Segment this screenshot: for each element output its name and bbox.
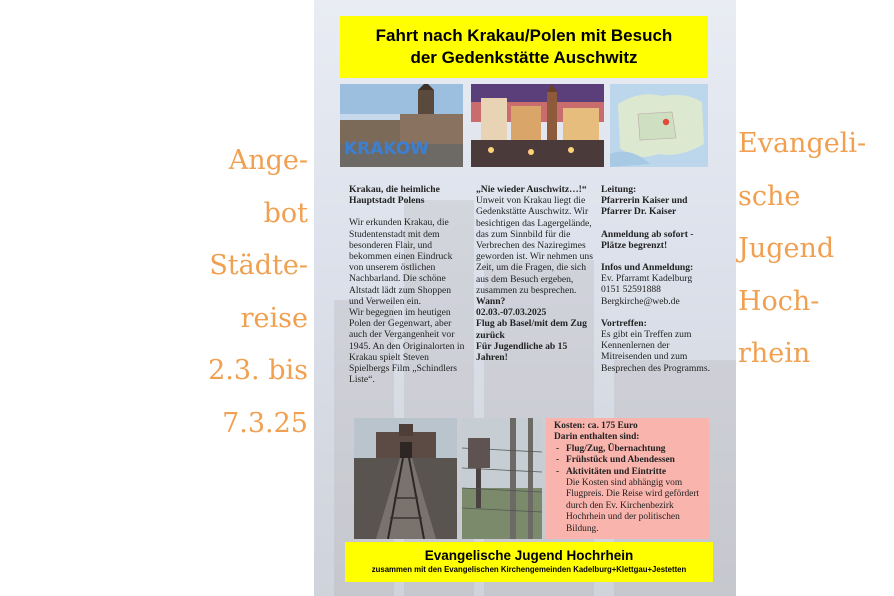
- contact-info-column: [601, 184, 713, 374]
- barbed-wire-fence-photo: [462, 418, 542, 539]
- krakau-text: Wir begegnen im heutigen Polen der Gegenwart, aber auch der Vergangenheit vor 1945. An den Originalorten in Krakau spielt Steven Spielbergs Film „Schindlers Liste“.: [349, 307, 465, 386]
- left-text-line: bot: [263, 197, 308, 229]
- cost-included-list: [554, 444, 703, 478]
- phone-number: 0151 52591888: [601, 284, 661, 296]
- right-text-line: rhein: [738, 338, 811, 369]
- pre-meeting-label: Vortreffen:: [601, 317, 647, 329]
- left-text-line: 7.3.25: [222, 407, 308, 439]
- flyer-footer: [345, 542, 713, 582]
- lead-label: Leitung:: [601, 184, 637, 195]
- flyer-title: [376, 25, 673, 69]
- krakow-sign-text: KRAKOW: [344, 139, 430, 159]
- office-name: Ev. Pfarramt Kadelburg: [601, 273, 693, 285]
- footer-title: Evangelische Jugend Hochrhein: [424, 548, 634, 563]
- costs-box: [546, 418, 709, 539]
- auschwitz-railway-photo: [354, 418, 457, 539]
- pre-meeting-text: Es gibt ein Treffen zum Kennenlernen der Mitreisenden und zum Besprechen des Programms.: [601, 329, 710, 374]
- when-label: Wann?: [476, 296, 506, 308]
- cost-note: Die Kosten sind abhängig vom Flugpreis. Die Reise wird gefördert durch den Ev. Kirchenbezirk Hochrhein und der politischen Bildung.: [566, 478, 700, 534]
- auschwitz-heading: „Nie wieder Auschwitz…!“: [476, 184, 587, 195]
- lead-names: Pfarrerin Kaiser und Pfarrer Dr. Kaiser: [601, 195, 688, 218]
- cost-included-label: Darin enthalten sind:: [554, 432, 640, 443]
- right-text-line: Evangeli-: [738, 128, 867, 159]
- email-address: Bergkirche@web.de: [601, 295, 680, 307]
- auschwitz-text: Unweit von Krakau liegt die Gedenkstätte Auschwitz. Wir besichtigen das Lagergelände, das zum Sinnbild für die Verbrechen des Naziregimes geworden ist. Wir nehmen uns Zeit, um die Fragen, die sich aus dem Besuch ergeben, zusammen zu besprechen.: [476, 195, 593, 296]
- krakau-heading: Krakau, die heimliche Hauptstadt Polens: [349, 184, 440, 207]
- age-info: Für Jugendliche ab 15 Jahren!: [476, 340, 568, 364]
- europe-map-image: [610, 84, 708, 167]
- flyer-page: [314, 0, 736, 596]
- flyer-title-line: der Gedenkstätte Auschwitz: [410, 48, 638, 67]
- cost-item: - Frühstück und Abendessen: [554, 455, 703, 466]
- left-text-line: 2.3. bis: [208, 355, 308, 386]
- trip-dates: 02.03.-07.03.2025: [476, 307, 547, 319]
- auschwitz-info-column: [476, 184, 594, 363]
- left-text-line: Ange-: [228, 145, 308, 176]
- info-label: Infos und Anmeldung:: [601, 262, 694, 274]
- krakau-text: Wir erkunden Krakau, die Studentenstadt mit dem besonderen Flair, und bekommen einen Eindruck von unserem östlichen Nachbarland. Die schöne Altstadt lädt zum Shoppen und Verweilen ein.: [349, 217, 453, 307]
- krakow-old-town-photo: [471, 84, 604, 167]
- krakau-info-column: [349, 184, 467, 385]
- cost-amount: Kosten: ca. 175 Euro: [554, 421, 638, 431]
- cost-item: - Flug/Zug, Übernachtung: [554, 444, 703, 455]
- flyer-title-line: Fahrt nach Krakau/Polen mit Besuch: [375, 26, 673, 45]
- left-text-line: reise: [240, 302, 308, 334]
- travel-info: Flug ab Basel/mit dem Zug zurück: [476, 318, 587, 341]
- right-side-text: [738, 118, 888, 381]
- right-text-line: sche: [738, 180, 801, 212]
- krakow-sign-photo: [340, 84, 463, 167]
- right-text-line: Hoch-: [738, 285, 820, 317]
- left-side-text: [190, 135, 308, 450]
- cost-item: - Aktivitäten und Eintritte: [554, 467, 703, 478]
- right-text-line: Jugend: [738, 233, 835, 264]
- left-text-line: Städte-: [209, 250, 308, 281]
- footer-subtitle: zusammen mit den Evangelischen Kirchengemeinden Kadelburg+Klettgau+Jestetten: [371, 565, 687, 574]
- registration-notice: Anmeldung ab sofort - Plätze begrenzt!: [601, 228, 694, 251]
- flyer-title-box: [340, 16, 708, 78]
